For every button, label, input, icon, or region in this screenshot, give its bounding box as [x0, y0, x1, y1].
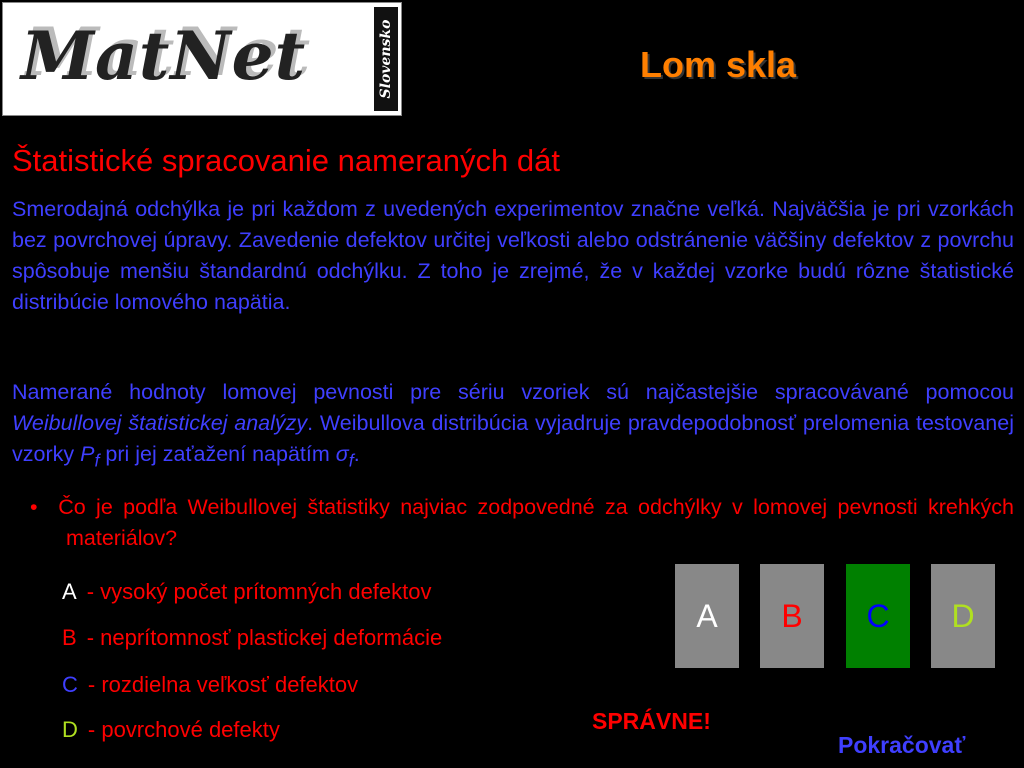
symbol-p: P [80, 442, 95, 466]
option-d [62, 717, 280, 743]
paragraph-weibull-part1: Namerané hodnoty lomovej pevnosti pre sériu vzoriek sú najčastejšie spracovávané pomocou [12, 380, 1014, 404]
symbol-sigma-subscript: f [348, 450, 354, 471]
option-a-letter: A [62, 579, 77, 604]
page-title: Lom skla [640, 44, 797, 85]
option-a-text: - vysoký počet prítomných defektov [86, 579, 432, 604]
answer-button-c[interactable]: C [846, 564, 910, 668]
answer-button-d[interactable]: D [931, 564, 995, 668]
option-c [62, 672, 358, 698]
section-heading: Štatistické spracovanie nameraných dát [12, 143, 560, 178]
answer-button-a[interactable]: A [675, 564, 739, 668]
option-b-letter: B [62, 625, 77, 650]
paragraph-weibull-part4: . [353, 442, 360, 466]
symbol-sigma: σ [335, 442, 349, 466]
continue-link[interactable]: Pokračovať [838, 732, 966, 758]
paragraph-weibull-part3: pri jej zaťažení napätím [99, 442, 336, 466]
logo-text: MatNet [21, 17, 307, 95]
question-label: Čo je podľa Weibullovej štatistiky najviac zodpovedné za odchýlky v lomovej pevnosti krehkých materiálov? [58, 495, 1014, 550]
option-b-text: - neprítomnosť plastickej deformácie [86, 625, 443, 650]
logo-side-text: Slovensko [378, 19, 394, 99]
option-d-letter: D [62, 717, 78, 742]
option-a [62, 579, 432, 605]
paragraph-weibull [12, 377, 1014, 476]
option-d-text: - povrchové defekty [87, 717, 280, 742]
option-b [62, 625, 442, 651]
logo-side-band [374, 7, 398, 111]
matnet-logo [2, 2, 402, 116]
symbol-p-subscript: f [94, 450, 100, 471]
option-c-letter: C [62, 672, 78, 697]
weibull-analysis-term: Weibullovej štatistickej analýzy [12, 411, 308, 435]
feedback-correct: SPRÁVNE! [592, 708, 711, 734]
question-text: • Čo je podľa Weibullovej štatistiky najviac zodpovedné za odchýlky v lomovej pevnosti krehkých materiálov? [30, 495, 1014, 550]
option-c-text: - rozdielna veľkosť defektov [87, 672, 359, 697]
paragraph-weibull-part2: . Weibullova distribúcia vyjadruje pravdepodobnosť prelomenia testovanej vzorky [12, 411, 1014, 466]
paragraph-std-deviation: Smerodajná odchýlka je pri každom z uvedených experimentov značne veľká. Najväčšia je pri vzorkách bez povrchovej úpravy. Zavedenie defektov určitej veľkosti alebo odstránenie väčšiny defektov z povrchu spôsobuje menšiu štandardnú odchýlku. Z toho je zrejmé, že v každej vzorke budú rôzne štatistické distribúcie lomového napätia. [12, 197, 1014, 314]
answer-button-b[interactable]: B [760, 564, 824, 668]
